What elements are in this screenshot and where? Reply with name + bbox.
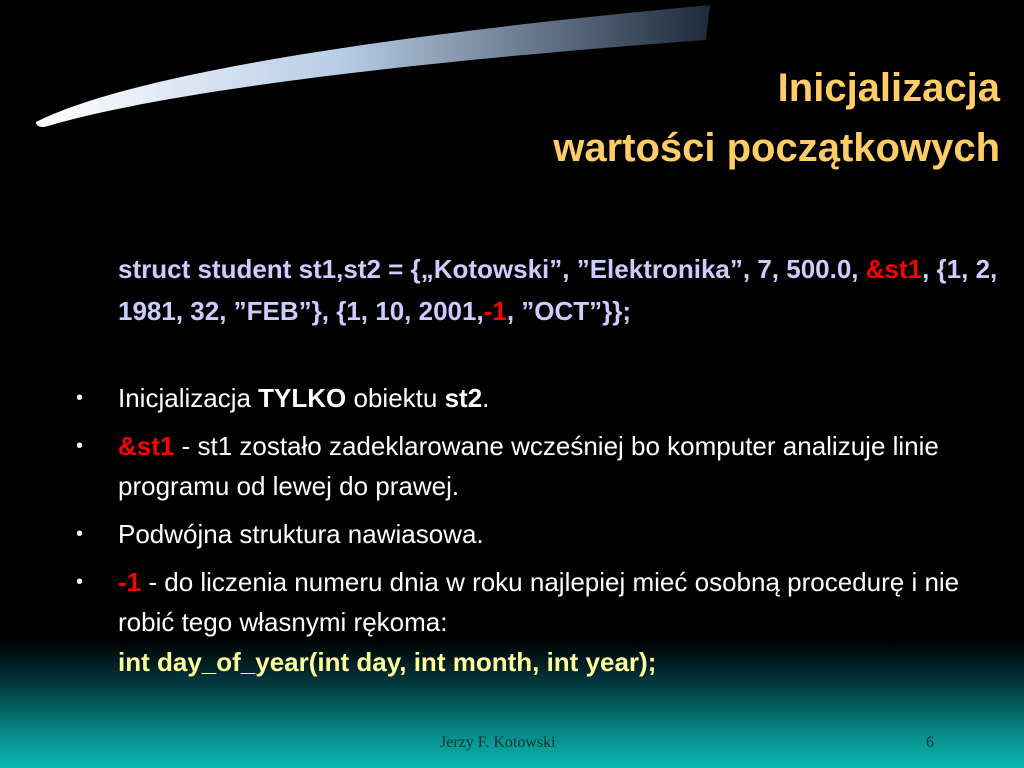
bullet-icon: • [76, 571, 84, 593]
title-line-1: Inicjalizacja [777, 66, 1000, 110]
code-part-1: struct student st1,st2 = {„Kotowski”, ”Elektronika”, 7, 500.0, [118, 254, 866, 284]
page-number: 6 [926, 734, 934, 751]
bullet-1-bold-tylko: TYLKO [258, 383, 347, 413]
bullet-item-only-st2 [0, 378, 1004, 418]
bullet-2-highlight: &st1 [118, 431, 175, 461]
bullet-icon: • [76, 523, 84, 545]
bullet-2-text: - st1 zostało zadeklarowane wcześniej bo komputer analizuje linie programu od lewej do prawej. [118, 431, 939, 501]
bullet-1-pre: Inicjalizacja [118, 383, 259, 413]
code-part-3: , ”OCT”}}; [506, 296, 632, 326]
bullet-1-mid: obiektu [346, 383, 445, 413]
bullet-1-bold-st2: st2 [444, 383, 483, 413]
bullet-item-st1-declared [0, 426, 1004, 506]
footer-author: Jerzy F. Kotowski [440, 734, 556, 751]
title-line-2: wartości początkowych [553, 126, 1000, 170]
bullet-4-highlight: -1 [118, 567, 142, 597]
day-of-year-prototype: int day_of_year(int day, int month, int year); [118, 647, 657, 677]
code-minus-one: -1 [483, 296, 507, 326]
code-st1-reference: &st1 [865, 254, 923, 284]
bullet-icon: • [76, 387, 84, 409]
bullet-item-day-of-year [0, 562, 1004, 682]
bullet-item-double-braces [0, 514, 1004, 554]
bullet-1-post: . [482, 383, 490, 413]
slide-title [553, 58, 1000, 178]
bullet-list [0, 378, 1004, 690]
bullet-3-text: Podwójna struktura nawiasowa. [118, 519, 484, 549]
bullet-4-text: - do liczenia numeru dnia w roku najlepiej mieć osobną procedurę i nie robić tego własnymi rękoma: [118, 567, 960, 637]
struct-initialization-code [118, 248, 1003, 332]
code-part-2: , {1, 2, 1981, 32, ”FEB”}, {1, 10, 2001, [118, 254, 998, 326]
bullet-icon: • [76, 435, 84, 457]
